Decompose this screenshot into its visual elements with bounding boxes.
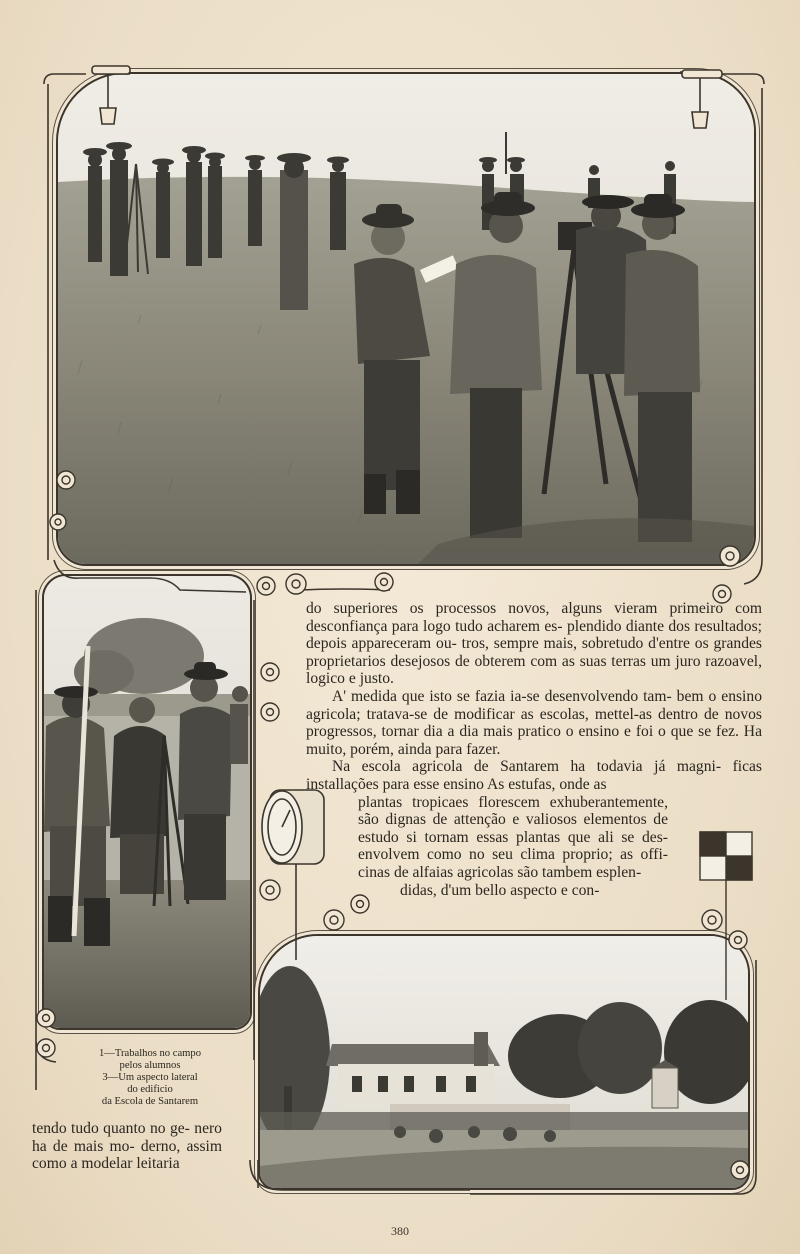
photo-caption [60,1048,240,1108]
caption-line-5: da Escola de Santarem [101,1096,199,1107]
paragraph-3-narrow: plantas tropicaes florescem exhuberantemente, são dignas de attenção e valiosos elementos de estudo si tornam essas plantas que ali se des- envolvem como no seu clima proprio; as offi- cinas de alfaias agricolas são tambem esplen- [358,793,668,881]
paragraph-3: Na escola agricola de Santarem ha todavia já magni- ficas installações para esse ensino As estufas, onde as [306,758,762,793]
plumb-bob-left-icon [92,66,130,124]
paragraph-3-end: didas, d'um bello aspecto e con- [400,881,600,899]
article-text [306,600,762,899]
plumb-bob-right-icon [682,70,722,128]
paragraph-2: A' medida que isto se fazia ia-se desenvolvendo tam- bem o ensino agricola; tratava-se de modificar as escolas, mettel-as dentro de novos progressos, tornar dia a dia mais pratico o ensino e foi o que se fez. Ha muito, porém, ainda para fazer. [306,687,762,758]
caption-line-2: pelos alumnos [119,1060,181,1071]
article-continuation: tendo tudo quanto no ge- nero ha de mais mo- derno, assim como a modelar leitaria [32,1120,222,1173]
page-number: 380 [391,1224,409,1238]
caption-line-1: 1—Trabalhos no campo [98,1048,201,1059]
caption-line-4: do edificio [127,1084,173,1095]
paragraph-1: do superiores os processos novos, alguns vieram primeiro com desconfiança para logo tudo acharem es- plendido diante dos resultados; depois appareceram ou- tros, sempre mais, sobretudo d'entre os grandes proprietarios desejosos de obterem com as suas terras um juro razoavel, logico e justo. [306,600,762,688]
caption-line-3: 3—Um aspecto lateral [102,1072,198,1083]
